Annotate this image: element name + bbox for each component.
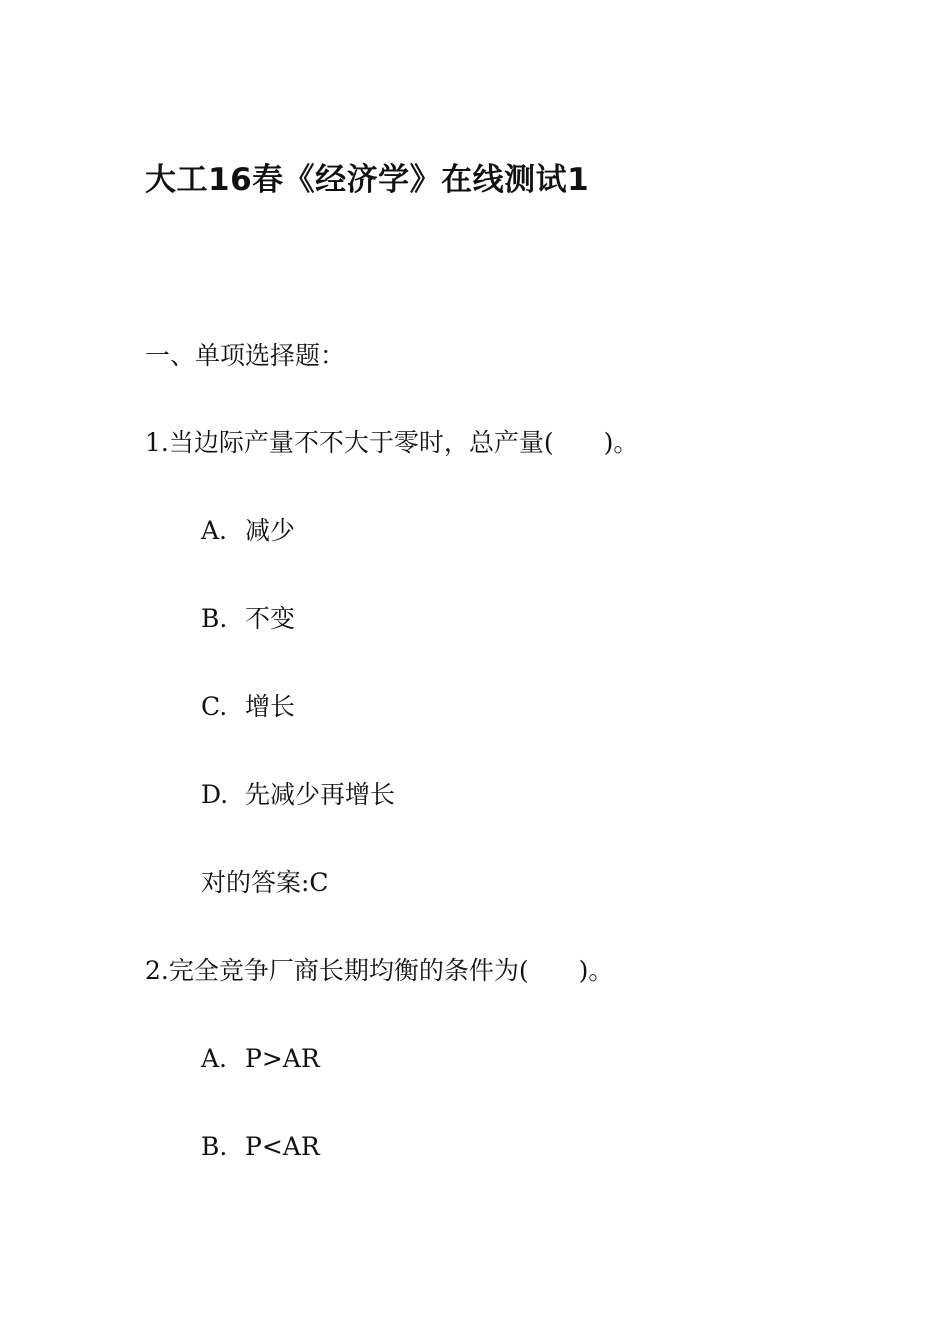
question-1-option-a (201, 513, 295, 549)
option-letter: B. (201, 604, 228, 633)
question-1-stem: 1.当边际产量不不大于零时，总产量( )。 (145, 428, 639, 457)
option-letter: C. (201, 692, 228, 721)
question-1-answer: 对的答案:C (201, 868, 329, 897)
option-letter: D. (201, 780, 229, 809)
question-1-option-c (201, 689, 295, 725)
document-title: 大工16春《经济学》在线测试1 (145, 162, 590, 198)
option-letter: B. (201, 1132, 228, 1161)
option-text: 先减少再增长 (245, 780, 396, 809)
option-text: 不变 (245, 604, 296, 633)
question-1-option-d (201, 777, 395, 813)
question-1-option-b (201, 601, 295, 637)
section-heading: 一、单项选择题： (145, 341, 346, 370)
question-2-option-a (201, 1041, 320, 1077)
option-text: 增长 (245, 692, 296, 721)
option-letter: A. (201, 516, 228, 545)
option-text: P>AR (245, 1044, 320, 1073)
question-2-option-b (201, 1129, 320, 1165)
option-text: 减少 (245, 516, 296, 545)
option-text: P<AR (245, 1132, 320, 1161)
question-2-stem: 2.完全竞争厂商长期均衡的条件为( )。 (145, 956, 614, 985)
option-letter: A. (201, 1044, 228, 1073)
